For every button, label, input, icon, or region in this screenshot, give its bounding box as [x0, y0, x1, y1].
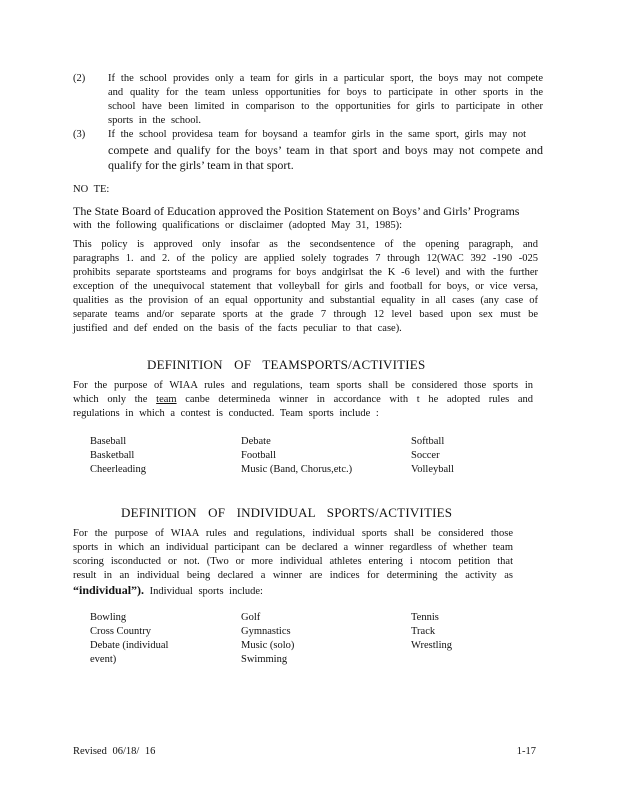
- item-text-continued: compete and qualify for the boys’ team in that sport and boys may not compete and qualify for the girls’ team in that sport.: [108, 143, 543, 172]
- list-item: event): [90, 654, 117, 665]
- list-item: Volleyball: [411, 464, 454, 475]
- item-text-line: If the school providesa team for boysand a teamfor girls in the same sport, girls may not: [108, 129, 527, 140]
- team-sports-column-3: [411, 435, 454, 477]
- page-number: 1-17: [516, 746, 536, 757]
- list-item: Football: [241, 450, 277, 461]
- team-sports-column-1: [90, 435, 146, 477]
- team-sports-column-2: [241, 435, 352, 477]
- list-item: Gymnastics: [241, 626, 291, 637]
- individual-sports-heading: DEFINITION OF INDIVIDUAL SPORTS/ACTIVITIES: [121, 505, 453, 520]
- list-item: Music (solo): [241, 640, 295, 651]
- note-label: NO TE:: [73, 184, 110, 195]
- list-item: Music (Band, Chorus,etc.): [241, 464, 353, 475]
- item-number: (3): [73, 129, 86, 140]
- list-item: Wrestling: [411, 640, 452, 651]
- note-lead-continued: with the following qualifications or disclaimer (adopted May 31, 1985):: [73, 220, 403, 231]
- list-item: Baseball: [90, 436, 127, 447]
- list-item: Golf: [241, 612, 261, 623]
- list-item: Bowling: [90, 612, 127, 623]
- list-item: Tennis: [411, 612, 439, 623]
- list-item-3: [73, 128, 543, 173]
- revision-date: Revised 06/18/ 16: [73, 746, 156, 757]
- list-item: Cross Country: [90, 626, 151, 637]
- item-number: (2): [73, 73, 86, 84]
- list-item: Swimming: [241, 654, 288, 665]
- team-sports-intro: For the purpose of WIAA rules and regulations, team sports shall be considered those sports in which only the team canbe determineda winner in accordance with t he adopted rules and regulations in which a contest is conducted. Team sports include :: [73, 380, 534, 419]
- individual-sports-column-3: [411, 611, 452, 653]
- list-item: Basketball: [90, 450, 135, 461]
- list-item-2: [73, 72, 543, 128]
- list-item: Debate: [241, 436, 271, 447]
- individual-sports-column-2: [241, 611, 294, 667]
- emphasized-word: “individual”).: [73, 583, 145, 597]
- item-text: If the school provides only a team for girls in a particular sport, the boys may not compete and quality for the team unless opportunities for boys to participate in other sports in the school have been limited in comparison to the opportunities for girls to participate in other sports in the school.: [108, 73, 543, 126]
- team-sports-heading: DEFINITION OF TEAMSPORTS/ACTIVITIES: [147, 357, 426, 372]
- individual-sports-intro: For the purpose of WIAA rules and regulations, individual sports shall be considered those sports in which an individual participant can be declared a winner regardless of whether team scoring isconducted or not. (Two or more individual athletes entering i ntocom petition that result in an individual being declared a winner are indices for determining the activity as “individual”). Individual sports include:: [73, 528, 513, 597]
- list-item: Soccer: [411, 450, 440, 461]
- note-lead: The State Board of Education approved the Position Statement on Boys’ and Girls’ Programs: [73, 204, 520, 218]
- list-item: Cheerleading: [90, 464, 146, 475]
- individual-sports-column-1: [90, 611, 168, 667]
- note-paragraph: This policy is approved only insofar as the secondsentence of the opening paragraph, and paragraphs 1. and 2. of the policy are applied solely togrades 7 through 12(WAC 392 -190 -025 prohibits separate sportsteams and programs for boys andgirlsat the K -6 level) and with the further exception of the unequivocal statement that volleyball for girls and football for boys, or vice versa, qualities as the provision of an equal opportunity and substantial equality in all cases (any case of separate teams and/or separate sports at the grade 7 through 12 level based upon sex must be justified and def ended on the basis of the facts peculiar to that case).: [73, 239, 538, 334]
- underlined-word: team: [156, 394, 177, 405]
- list-item: Softball: [411, 436, 445, 447]
- list-item: Debate (individual: [90, 640, 169, 651]
- list-item: Track: [411, 626, 436, 637]
